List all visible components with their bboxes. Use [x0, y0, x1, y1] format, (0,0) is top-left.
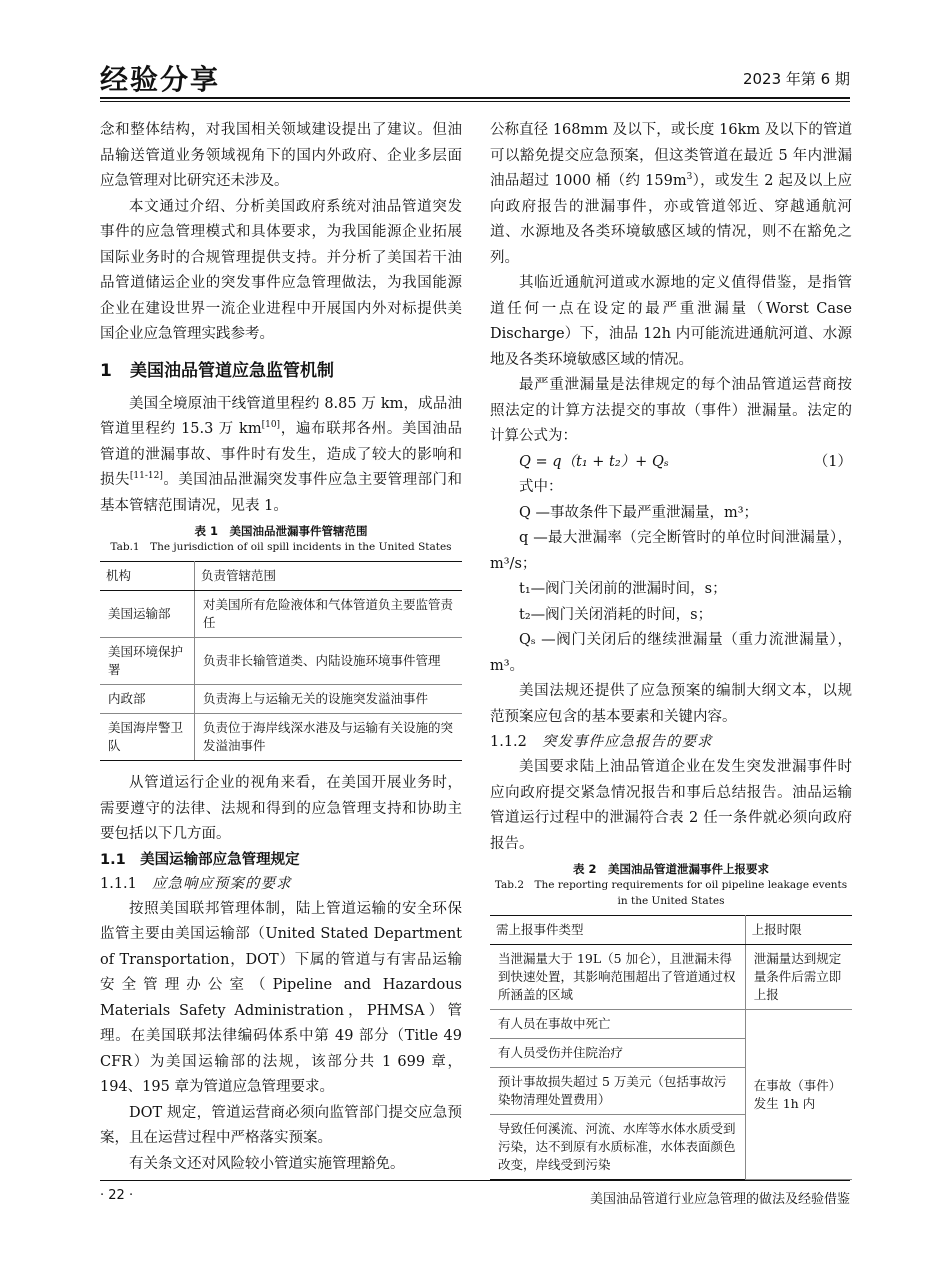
table-row	[100, 685, 462, 714]
equation-number: （1）	[813, 453, 852, 470]
section-number: 1	[100, 360, 112, 381]
table-cell: 负责位于海岸线深水港及与运输有关设施的突发溢油事件	[195, 714, 463, 761]
table-caption-en: Tab.2 The reporting requirements for oil pipeline leakage events in the United States	[494, 879, 848, 907]
section-title: 经验分享	[100, 63, 221, 96]
equation-body: Q = q（t₁ + t₂）+ Qₛ	[519, 453, 669, 470]
table-row	[100, 591, 462, 638]
paragraph: 美国要求陆上油品管道企业在发生突发泄漏事件时应向政府提交紧急情况报告和事后总结报告。油品运输管道运行过程中的泄漏符合表 2 任一条件就必须向政府报告。	[490, 759, 852, 852]
table-cell: 当泄漏量大于 19L（5 加仑），且泄漏未得到快速处置，其影响范围超出了管道通过权所涵盖的区域	[490, 945, 745, 1010]
text-run: ，遍布联邦各州。美国油品管道的泄漏事故、事件时有发生，造成了较大的影响和损失	[100, 421, 462, 488]
subsubsection-heading	[100, 872, 462, 897]
text-run: 美国全境原油干线管道里程约 8.85 万 km，成品油管道里程约 15.3 万 km	[100, 395, 462, 437]
section-heading	[100, 356, 462, 386]
paragraph	[100, 392, 462, 520]
table-cell: 负责海上与运输无关的设施突发溢油事件	[195, 685, 463, 714]
jurisdiction-table	[100, 561, 462, 761]
table-cell: 对美国所有危险液体和气体管道负主要监管责任	[195, 591, 463, 638]
text-run: 公称直径 168mm 及以下，或长度 16km 及以下的管道可以豁免提交应急预案，但这类管道在最近 5 年内泄漏油品超过 1000 桶（约 159m	[490, 122, 852, 189]
paragraph: DOT 规定，管道运营商必须向监管部门提交应急预案，且在运营过程中严格落实预案。	[100, 1104, 462, 1146]
table-cell: 在事故（事件）发生 1h 内	[745, 1010, 852, 1180]
table-row	[490, 1010, 852, 1039]
table-cell: 美国运输部	[100, 591, 195, 638]
subsubsection-title: 突发事件应急报告的要求	[542, 734, 713, 750]
paragraph: 美国法规还提供了应急预案的编制大纲文本，以规范预案应包含的基本要素和关键内容。	[490, 683, 852, 725]
table-caption-en: Tab.1 The jurisdiction of oil spill incidents in the United States	[110, 541, 452, 553]
paragraph: 本文通过介绍、分析美国政府系统对油品管道突发事件的应急管理模式和具体要求，为我国能源企业拓展国际业务时的合规管理提供支持。并分析了美国若干油品管道储运企业的突发事件应急管理做法，为我国能源企业在建设世界一流企业进程中开展国内外对标提供美国企业应急管理实践参考。	[100, 198, 462, 342]
table-row	[100, 714, 462, 761]
equation	[490, 450, 852, 476]
text-run: ），或发生 2 起及以上应向政府报告的泄漏事件，亦或管道邻近、穿越通航河道、水源地及各类环境敏感区域的情况，则不在豁免之列。	[490, 173, 852, 266]
page-number: · 22 ·	[100, 1188, 134, 1203]
paragraph: 有关条文还对风险较小管道实施管理豁免。	[129, 1155, 405, 1172]
variable-definition: q —最大泄漏率（完全断管时的单位时间泄漏量），m³/s；	[490, 530, 852, 572]
paragraph: 最严重泄漏量是法律规定的每个油品管道运营商按照法定的计算方法提交的事故（事件）泄漏量。法定的计算公式为：	[490, 377, 852, 444]
table-row	[100, 638, 462, 685]
table-header-cell: 上报时限	[745, 916, 852, 945]
paragraph: 从管道运行企业的视角来看，在美国开展业务时，需要遵守的法律、法规和得到的应急管理支持和协助主要包括以下几方面。	[100, 775, 462, 842]
subsubsection-title: 应急响应预案的要求	[152, 875, 292, 892]
table-row	[490, 945, 852, 1010]
table-caption	[490, 861, 852, 909]
paragraph: 按照美国联邦管理体制，陆上管道运输的安全环保监管主要由美国运输部（United Stated Department of Transportation，DOT）下属的管道与有害品运输安全管理办公室（Pipeline and Hazardous Materials Safety Administration，PHMSA）管理。在美国联邦法律编码体系中第 49 部分（Title 49 CFR）为美国运输部的法规，该部分共 1 699 章，194、195 章为管道应急管理要求。	[100, 900, 462, 1095]
text-run: 。美国油品泄漏突发事件应急主要管理部门和基本管辖范围请况，见表 1。	[100, 472, 463, 514]
right-column	[490, 118, 852, 1190]
table-caption-zh: 表 1 美国油品泄漏事件管辖范围	[194, 524, 368, 538]
table-cell: 有人员在事故中死亡	[490, 1010, 745, 1039]
paragraph: 念和整体结构，对我国相关领域建设提出了建议。但油品输送管道业务领域视角下的国内外政府、企业多层面应急管理对比研究还未涉及。	[100, 122, 462, 189]
table-cell: 美国海岸警卫队	[100, 714, 195, 761]
table-cell: 美国环境保护署	[100, 638, 195, 685]
subsubsection-number: 1.1.1	[100, 875, 137, 892]
variable-definition: Q —事故条件下最严重泄漏量，m³；	[519, 504, 759, 521]
table-caption	[100, 523, 462, 555]
table-header-row	[490, 916, 852, 945]
section-heading-text: 美国油品管道应急监管机制	[130, 360, 334, 381]
subsubsection-number: 1.1.2	[490, 734, 527, 750]
paragraph	[490, 118, 852, 271]
superscript: 3	[686, 172, 693, 183]
table-cell: 预计事故损失超过 5 万美元（包括事故污染物清理处置费用）	[490, 1068, 745, 1115]
subsection-heading: 1.1 美国运输部应急管理规定	[100, 851, 300, 868]
subsubsection-heading	[490, 730, 852, 755]
table-cell: 导致任何溪流、河流、水库等水体水质受到污染，达不到原有水质标准，水体表面颜色改变，岸线受到污染	[490, 1115, 745, 1180]
table-header-cell: 需上报事件类型	[490, 916, 745, 945]
variable-definition: Qₛ —阀门关闭后的继续泄漏量（重力流泄漏量），m³。	[490, 632, 852, 674]
footer-rule	[100, 1180, 850, 1181]
table-cell: 负责非长输管道类、内陆设施环境事件管理	[195, 638, 463, 685]
citation: [11-12]	[129, 471, 163, 482]
variable-definition: t₁—阀门关闭前的泄漏时间，s；	[519, 581, 727, 597]
table-header-row	[100, 562, 462, 591]
header-rule	[100, 97, 850, 99]
table-cell: 内政部	[100, 685, 195, 714]
issue-label: 2023 年第 6 期	[742, 70, 850, 88]
table-cell: 有人员受伤并住院治疗	[490, 1039, 745, 1068]
table-caption-zh: 表 2 美国油品管道泄漏事件上报要求	[572, 862, 769, 876]
table-header-cell: 负责管辖范围	[195, 562, 463, 591]
header-rule-thin	[100, 101, 850, 102]
table-header-cell: 机构	[100, 562, 195, 591]
variable-definition: t₂—阀门关闭消耗的时间，s；	[519, 606, 713, 623]
table-cell: 泄漏量达到规定量条件后需立即上报	[745, 945, 852, 1010]
paragraph: 其临近通航河道或水源地的定义值得借鉴，是指管道任何一点在设定的最严重泄漏量（Worst Case Discharge）下，油品 12h 内可能流进通航河道、水源地及各类环境敏感区域的情况。	[490, 275, 852, 368]
reporting-table	[490, 915, 852, 1180]
where-label: 式中：	[519, 479, 563, 495]
left-column	[100, 118, 462, 1177]
running-title: 美国油品管道行业应急管理的做法及经验借鉴	[589, 1192, 850, 1207]
citation: [10]	[261, 420, 281, 431]
page-header	[100, 58, 850, 94]
